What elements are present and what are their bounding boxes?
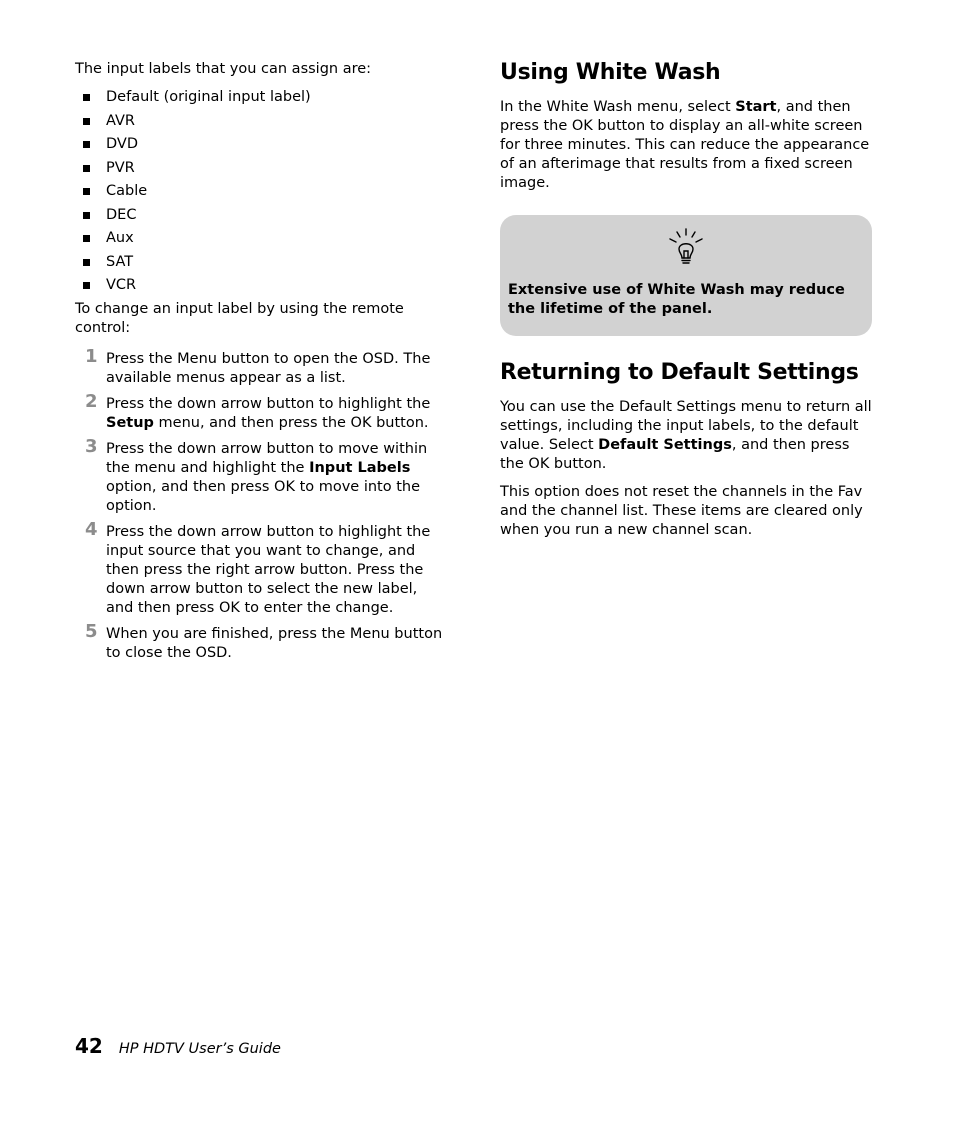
bullet-square-icon [83,282,90,289]
bullet-square-icon [83,235,90,242]
bullet-square-icon [83,259,90,266]
step-number: 1 [85,345,98,367]
list-item: PVR [75,159,445,178]
left-column [75,60,445,670]
step-item: 1 Press the Menu button to open the OSD. The available menus appear as a list. [85,345,431,386]
step-number: 4 [85,518,98,540]
guide-title: HP HDTV User’s Guide [118,1041,281,1057]
step-number: 2 [85,390,98,412]
default-settings-paragraph: You can use the Default Settings menu to return all settings, including the input labels, to the default value. Select Default Settings, and then press the OK button. [500,399,872,472]
steps-list [75,345,445,663]
default-settings-note-paragraph: This option does not reset the channels in the Fav and the channel list. These items are cleared only when you run a new channel scan. [500,484,863,538]
note-text: Extensive use of White Wash may reduce the lifetime of the panel. [508,282,845,317]
step-number: 3 [85,435,98,457]
bullet-square-icon [83,141,90,148]
list-item: VCR [75,276,445,295]
input-label-list [75,88,445,295]
white-wash-paragraph: In the White Wash menu, select Start, and then press the OK button to display an all-white screen for three minutes. This can reduce the appearance of an afterimage that results from a fixed screen image. [500,99,870,191]
bullet-square-icon [83,118,90,125]
list-item: Cable [75,182,445,201]
list-item: AVR [75,112,445,131]
white-wash-heading: Using White Wash [500,60,721,85]
bullet-square-icon [83,165,90,172]
step-item: 4 Press the down arrow button to highlight the input source that you want to change, and then press the right arrow button. Press the down arrow button to select the new label, and then press OK to enter the change. [85,518,431,616]
list-item: DVD [75,135,445,154]
note-box [500,215,872,336]
page-footer [75,1034,281,1058]
bullet-square-icon [83,94,90,101]
list-item: Default (original input label) [75,88,445,107]
labels-intro: The input labels that you can assign are: [75,61,372,77]
page-number: 42 [75,1034,103,1058]
step-number: 5 [85,620,98,642]
bullet-square-icon [83,212,90,219]
default-settings-heading: Returning to Default Settings [500,360,859,385]
list-item: DEC [75,206,445,225]
step-item: 2 Press the down arrow button to highlight the Setup menu, and then press the OK button. [85,390,431,431]
step-item: 5 When you are finished, press the Menu button to close the OSD. [85,620,443,661]
bullet-square-icon [83,188,90,195]
steps-intro: To change an input label by using the remote control: [75,300,404,336]
lightbulb-icon [666,227,706,269]
list-item: Aux [75,229,445,248]
list-item: SAT [75,253,445,272]
right-column [500,60,872,540]
step-item: 3 Press the down arrow button to move within the menu and highlight the Input Labels option, and then press OK to move into the option. [85,435,428,514]
